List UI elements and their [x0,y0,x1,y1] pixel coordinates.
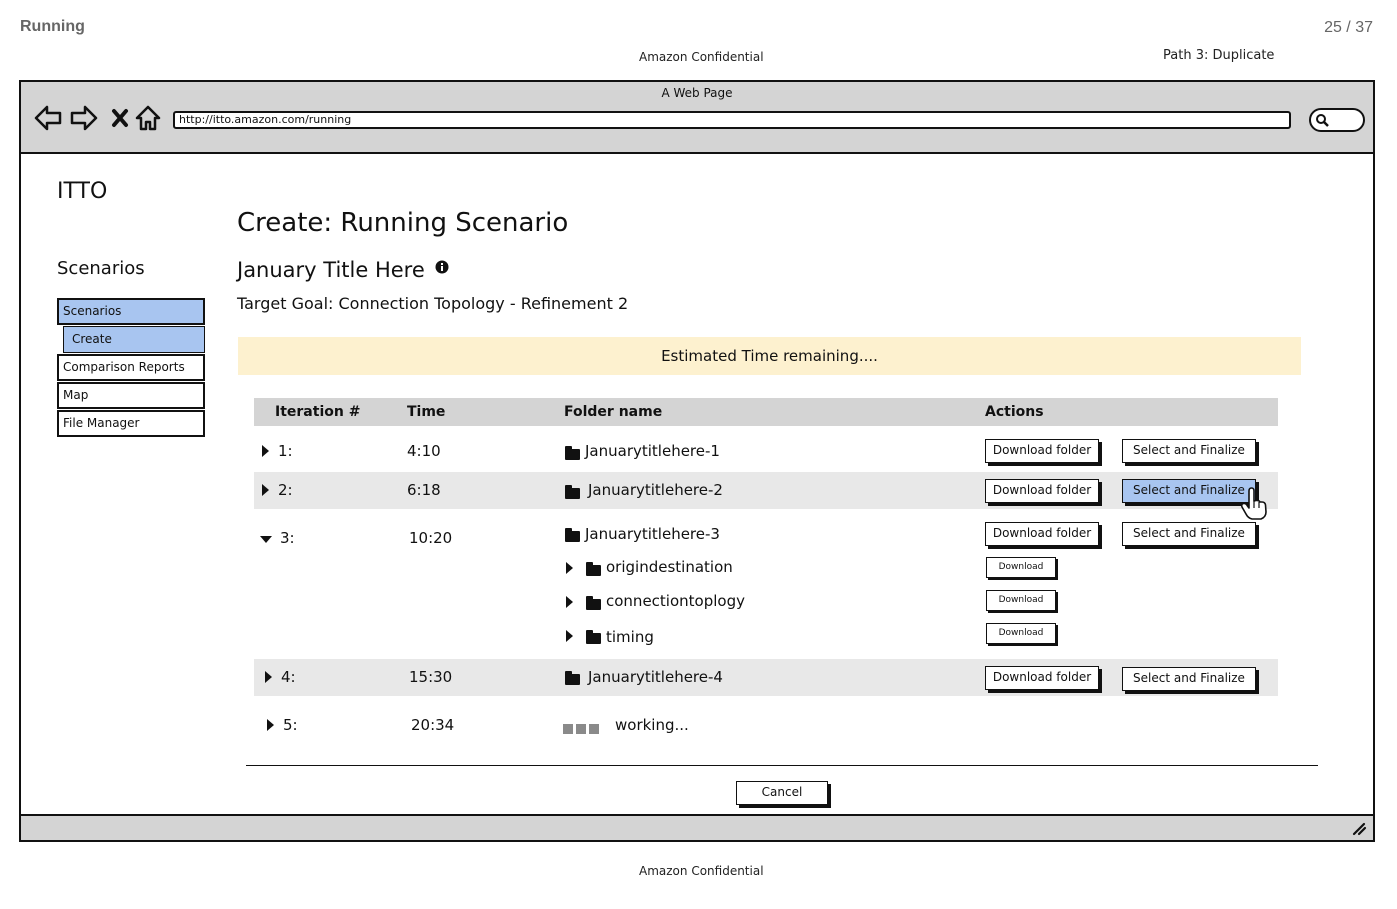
search-icon [1315,113,1329,127]
header-actions: Actions [985,404,1044,420]
address-bar[interactable]: http://itto.amazon.com/running [173,111,1291,129]
download-folder-button[interactable]: Download folder [985,479,1099,503]
browser-statusbar [21,814,1373,840]
expand-triangle-icon[interactable] [566,596,573,608]
select-and-finalize-button[interactable]: Select and Finalize [1122,522,1256,546]
folder-icon [565,674,580,685]
browser-window [19,80,1375,842]
collapse-triangle-icon[interactable] [260,536,272,543]
subfolder-name[interactable]: origindestination [606,558,733,576]
path-label: Path 3: Duplicate [1163,48,1275,63]
folder-icon [565,531,580,542]
folder-icon [586,633,601,644]
expand-triangle-icon[interactable] [566,630,573,642]
sidebar-item-map[interactable]: Map [57,382,205,409]
page-number: 25 / 37 [1324,19,1373,36]
browser-toolbar [21,82,1373,154]
working-status: working... [615,716,689,734]
sidebar-item-file-manager[interactable]: File Manager [57,410,205,437]
select-and-finalize-button[interactable]: Select and Finalize [1122,479,1256,503]
download-folder-button[interactable]: Download folder [985,522,1099,546]
home-icon[interactable] [133,102,163,134]
browser-title: A Web Page [661,86,733,100]
scenario-title [237,258,449,282]
folder-icon [565,488,580,499]
download-button[interactable]: Download [986,590,1056,611]
download-button[interactable]: Download [986,557,1056,578]
app-logo: ITTO [57,179,108,204]
iteration-number: 5: [283,716,298,734]
folder-name[interactable]: Januarytitlehere-3 [585,525,720,543]
folder-icon [565,449,580,460]
folder-icon [586,565,601,576]
info-icon[interactable] [435,260,449,274]
select-and-finalize-button[interactable]: Select and Finalize [1122,439,1256,463]
iteration-time: 4:10 [407,442,441,460]
divider [246,765,1318,766]
folder-name[interactable]: Januarytitlehere-2 [588,481,723,499]
iteration-time: 20:34 [411,716,455,734]
subfolder-name[interactable]: connectiontoplogy [606,592,745,610]
iteration-time: 15:30 [409,668,453,686]
target-goal: Target Goal: Connection Topology - Refinement 2 [237,294,629,313]
header-folder-name: Folder name [564,404,663,420]
iteration-number: 4: [281,668,296,686]
expand-triangle-icon[interactable] [262,484,269,496]
download-button[interactable]: Download [986,623,1056,644]
back-arrow-icon[interactable] [33,102,63,134]
browser-search[interactable] [1309,108,1365,132]
page-title: Create: Running Scenario [237,208,569,238]
folder-icon [586,599,601,610]
iteration-number: 2: [278,481,293,499]
folder-name[interactable]: Januarytitlehere-4 [588,668,723,686]
iteration-time: 6:18 [407,481,441,499]
cancel-button[interactable]: Cancel [736,781,828,805]
select-and-finalize-button[interactable]: Select and Finalize [1122,667,1256,691]
expand-triangle-icon[interactable] [566,562,573,574]
stop-icon[interactable] [105,102,135,134]
header-iteration: Iteration # [275,404,361,420]
header-time: Time [407,404,446,420]
sidebar-item-create[interactable]: Create [63,326,205,353]
expand-triangle-icon[interactable] [262,445,269,457]
iteration-number: 1: [278,442,293,460]
folder-name[interactable]: Januarytitlehere-1 [585,442,720,460]
subfolder-name[interactable]: timing [606,628,654,646]
download-folder-button[interactable]: Download folder [985,666,1099,690]
sidebar-title: Scenarios [57,258,145,279]
estimated-time-banner: Estimated Time remaining.... [238,337,1301,375]
sidebar-item-scenarios[interactable]: Scenarios [57,298,205,325]
iteration-time: 10:20 [409,529,453,547]
expand-triangle-icon[interactable] [267,719,274,731]
scenario-title-text: January Title Here [237,258,425,282]
confidential-footer: Amazon Confidential [639,864,764,878]
document-status: Running [20,18,85,35]
sidebar-item-comparison-reports[interactable]: Comparison Reports [57,354,205,381]
progress-dots [563,719,602,738]
resize-grip-icon[interactable] [1351,820,1367,836]
download-folder-button[interactable]: Download folder [985,439,1099,463]
expand-triangle-icon[interactable] [265,671,272,683]
confidential-header: Amazon Confidential [639,50,764,64]
table-header [254,398,1278,426]
hand-cursor-icon [1239,487,1269,521]
forward-arrow-icon[interactable] [69,102,99,134]
iteration-number: 3: [280,529,295,547]
